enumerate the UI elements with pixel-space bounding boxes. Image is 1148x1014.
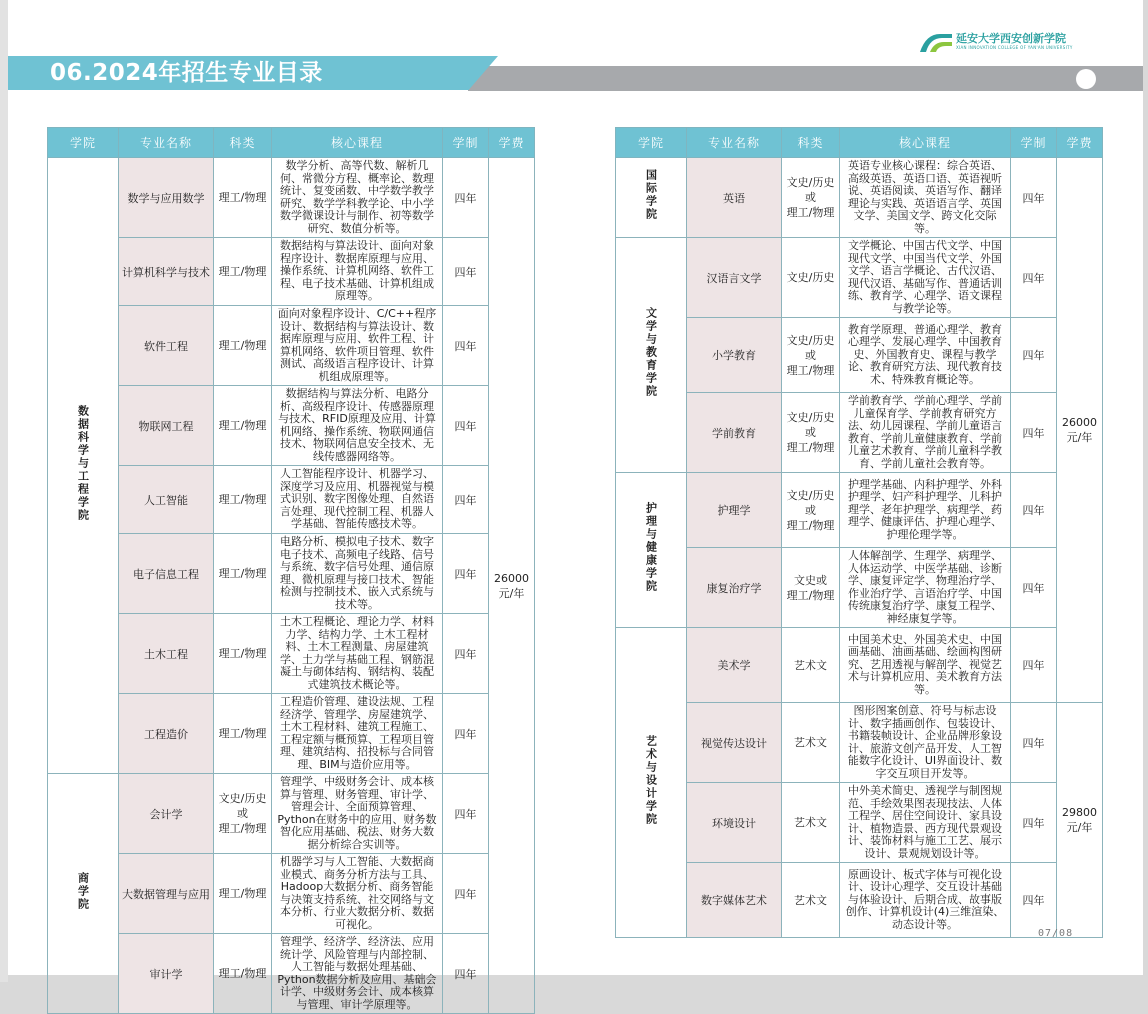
study-duration: 四年 — [1011, 548, 1057, 628]
core-courses: 机器学习与人工智能、大数据商业模式、商务分析方法与工具、Hadoop大数据分析、商务智能与决策支持系统、社交网络与文本分析、行业大数据分析、数据可视化。 — [272, 854, 443, 934]
major-name: 数学与应用数学 — [119, 158, 214, 238]
major-name: 土木工程 — [119, 614, 214, 694]
major-name: 大数据管理与应用 — [119, 854, 214, 934]
core-courses: 数据结构与算法设计、面向对象程序设计、数据库原理与应用、操作系统、计算机网络、软件工程、电子技术基础、计算机组成原理等。 — [272, 238, 443, 306]
table-row — [48, 614, 535, 694]
subject-type: 文史/历史或 理工/物理 — [782, 473, 840, 548]
column-header: 学院 — [48, 128, 119, 158]
college-cell — [616, 473, 687, 628]
study-duration: 四年 — [1011, 783, 1057, 863]
column-header: 学制 — [1011, 128, 1057, 158]
subject-type: 理工/物理 — [214, 466, 272, 534]
school-logo — [920, 30, 1090, 54]
table-row — [616, 863, 1103, 938]
major-name: 小学教育 — [687, 318, 782, 393]
tuition-fee: 26000 元/年 — [1057, 158, 1103, 703]
core-courses: 中外美术简史、透视学与制图规范、手绘效果图表现技法、人体工程学、居住空间设计、家具设计、植物造景、西方现代景观设计、装饰材料与施工工艺、展示设计、景观规划设计等。 — [840, 783, 1011, 863]
core-courses: 管理学、经济学、经济法、应用统计学、风险管理与内部控制、人工智能与数据处理基础、Python数据分析及应用、基础会计学、中级财务会计、成本核算与管理、审计学原理等。 — [272, 934, 443, 1014]
subject-type: 理工/物理 — [214, 854, 272, 934]
table-row — [616, 783, 1103, 863]
core-courses: 面向对象程序设计、C/C++程序设计、数据结构与算法设计、数据库原理与应用、软件工程、计算机网络、软件项目管理、软件测试、高级语言程序设计、计算机组成原理等。 — [272, 306, 443, 386]
catalog-page — [8, 0, 1143, 1011]
table-row — [616, 473, 1103, 548]
core-courses: 文学概论、中国古代文学、中国现代文学、中国当代文学、外国文学、语言学概论、古代汉语、现代汉语、基础写作、普通话训练、教育学、心理学、语文课程与教学论等。 — [840, 238, 1011, 318]
subject-type: 艺术文 — [782, 628, 840, 703]
core-courses: 电路分析、模拟电子技术、数字电子技术、高频电子线路、信号与系统、数字信号处理、通信原理、微机原理与接口技术、智能检测与控制技术、嵌入式系统与技术等。 — [272, 534, 443, 614]
study-duration: 四年 — [1011, 628, 1057, 703]
right-catalog-table — [615, 127, 1103, 938]
header-dot — [1076, 69, 1096, 89]
subject-type: 艺术文 — [782, 703, 840, 783]
study-duration: 四年 — [443, 158, 489, 238]
subject-type: 理工/物理 — [214, 614, 272, 694]
tuition-fee: 26000 元/年 — [489, 158, 535, 1014]
header-band — [468, 66, 1143, 91]
major-name: 软件工程 — [119, 306, 214, 386]
logo-subtext: XIAN INNOVATION COLLEGE OF YAN'AN UNIVERSITY — [956, 45, 1073, 50]
core-courses: 人工智能程序设计、机器学习、深度学习及应用、机器视觉与模式识别、数字图像处理、自然语言处理、现代控制工程、机器人学基础、智能传感技术等。 — [272, 466, 443, 534]
college-cell — [48, 158, 119, 774]
core-courses: 人体解剖学、生理学、病理学、人体运动学、中医学基础、诊断学、康复评定学、物理治疗学、作业治疗学、言语治疗学、中国传统康复治疗学、康复工程学、神经康复学等。 — [840, 548, 1011, 628]
table-row — [48, 854, 535, 934]
table-row — [48, 934, 535, 1014]
subject-type: 理工/物理 — [214, 306, 272, 386]
column-header: 学院 — [616, 128, 687, 158]
major-name: 环境设计 — [687, 783, 782, 863]
subject-type: 文史/历史或 理工/物理 — [214, 774, 272, 854]
study-duration: 四年 — [1011, 318, 1057, 393]
study-duration: 四年 — [443, 386, 489, 466]
table-row — [48, 386, 535, 466]
core-courses: 护理学基础、内科护理学、外科护理学、妇产科护理学、儿科护理学、老年护理学、病理学、药理学、健康评估、护理心理学、护理伦理学等。 — [840, 473, 1011, 548]
core-courses: 图形图案创意、符号与标志设计、数字插画创作、包装设计、书籍装帧设计、企业品牌形象设计、旅游文创产品开发、人工智能数字化设计、UI界面设计、数字交互项目开发等。 — [840, 703, 1011, 783]
study-duration: 四年 — [1011, 158, 1057, 238]
subject-type: 文史/历史或 理工/物理 — [782, 318, 840, 393]
table-row — [48, 306, 535, 386]
study-duration: 四年 — [443, 854, 489, 934]
column-header: 学费 — [489, 128, 535, 158]
major-name: 英语 — [687, 158, 782, 238]
table-row — [616, 393, 1103, 473]
study-duration: 四年 — [443, 774, 489, 854]
table-row — [616, 703, 1103, 783]
column-header: 专业名称 — [119, 128, 214, 158]
column-header: 核心课程 — [840, 128, 1011, 158]
study-duration: 四年 — [443, 614, 489, 694]
study-duration: 四年 — [1011, 473, 1057, 548]
major-name: 学前教育 — [687, 393, 782, 473]
page-title: 06.2024年招生专业目录 — [50, 60, 323, 86]
core-courses: 英语专业核心课程：综合英语、高级英语、英语口语、英语视听说、英语阅读、英语写作、翻译理论与实践、英语语言学、英国文学、美国文学、跨文化交际等。 — [840, 158, 1011, 238]
column-header: 核心课程 — [272, 128, 443, 158]
table-row — [48, 534, 535, 614]
table-row — [48, 774, 535, 854]
table-header-row — [616, 128, 1103, 158]
study-duration: 四年 — [443, 466, 489, 534]
study-duration: 四年 — [443, 934, 489, 1014]
study-duration: 四年 — [443, 534, 489, 614]
column-header: 专业名称 — [687, 128, 782, 158]
major-name: 人工智能 — [119, 466, 214, 534]
major-name: 数字媒体艺术 — [687, 863, 782, 938]
study-duration: 四年 — [443, 238, 489, 306]
core-courses: 管理学、中级财务会计、成本核算与管理、财务管理、审计学、管理会计、全面预算管理、Python在财务中的应用、财务数智化应用基础、税法、财务大数据分析综合实训等。 — [272, 774, 443, 854]
column-header: 科类 — [214, 128, 272, 158]
college-cell — [616, 238, 687, 473]
core-courses: 教育学原理、普通心理学、教育心理学、发展心理学、中国教育史、外国教育史、课程与教学论、教育研究方法、现代教育技术、特殊教育概论等。 — [840, 318, 1011, 393]
subject-type: 理工/物理 — [214, 694, 272, 774]
table-header-row — [48, 128, 535, 158]
page-edge — [0, 0, 8, 982]
major-name: 视觉传达设计 — [687, 703, 782, 783]
study-duration: 四年 — [443, 694, 489, 774]
subject-type: 理工/物理 — [214, 238, 272, 306]
major-name: 康复治疗学 — [687, 548, 782, 628]
core-courses: 中国美术史、外国美术史、中国画基础、油画基础、绘画构图研究、艺用透视与解剖学、视觉艺术与计算机应用、美术教育方法等。 — [840, 628, 1011, 703]
column-header: 学制 — [443, 128, 489, 158]
table-row — [616, 628, 1103, 703]
college-name: 商学院 — [76, 871, 90, 911]
major-name: 物联网工程 — [119, 386, 214, 466]
core-courses: 原画设计、板式字体与可视化设计、设计心理学、交互设计基础与体验设计、后期合成、故事版创作、计算机设计(4)三维渲染、动态设计等。 — [840, 863, 1011, 938]
subject-type: 理工/物理 — [214, 386, 272, 466]
major-name: 工程造价 — [119, 694, 214, 774]
subject-type: 文史/历史或 理工/物理 — [782, 158, 840, 238]
college-name: 数据科学与工程学院 — [76, 404, 90, 522]
table-row — [48, 466, 535, 534]
college-cell — [616, 628, 687, 938]
study-duration: 四年 — [1011, 393, 1057, 473]
subject-type: 理工/物理 — [214, 158, 272, 238]
subject-type: 文史/历史 — [782, 238, 840, 318]
core-courses: 数学分析、高等代数、解析几何、常微分方程、概率论、数理统计、复变函数、中学数学教学研究、数学学科教学论、中小学数学微课设计与制作、初等数学研究、数值分析等。 — [272, 158, 443, 238]
major-name: 会计学 — [119, 774, 214, 854]
major-name: 电子信息工程 — [119, 534, 214, 614]
major-name: 审计学 — [119, 934, 214, 1014]
study-duration: 四年 — [1011, 238, 1057, 318]
table-row — [616, 238, 1103, 318]
logo-text: 延安大学西安创新学院 — [956, 32, 1066, 45]
core-courses: 工程造价管理、建设法规、工程经济学、管理学、房屋建筑学、土木工程材料、建筑工程施工、工程定额与概预算、工程项目管理、建筑结构、招投标与合同管理、BIM与造价应用等。 — [272, 694, 443, 774]
table-row — [48, 158, 535, 238]
table-row — [616, 318, 1103, 393]
core-courses: 土木工程概论、理论力学、材料力学、结构力学、土木工程材料、土木工程测量、房屋建筑学、土力学与基础工程、钢筋混凝土与砌体结构、钢结构、装配式建筑技术概论等。 — [272, 614, 443, 694]
college-cell — [616, 158, 687, 238]
major-name: 护理学 — [687, 473, 782, 548]
left-catalog-table — [47, 127, 535, 1014]
subject-type: 文史/历史或 理工/物理 — [782, 393, 840, 473]
college-name: 国际学院 — [644, 169, 658, 221]
study-duration: 四年 — [1011, 863, 1057, 938]
college-name: 护理与健康学院 — [644, 502, 658, 593]
table-row — [616, 158, 1103, 238]
core-courses: 数据结构与算法分析、电路分析、高级程序设计、传感器原理与技术、RFID原理及应用、计算机网络、操作系统、物联网通信技术、物联网信息安全技术、无线传感器网络等。 — [272, 386, 443, 466]
column-header: 科类 — [782, 128, 840, 158]
subject-type: 理工/物理 — [214, 534, 272, 614]
core-courses: 学前教育学、学前心理学、学前儿童保育学、学前教育研究方法、幼儿园课程、学前儿童语言教育、学前儿童健康教育、学前儿童艺术教育、学前儿童科学教育、学前儿童社会教育等。 — [840, 393, 1011, 473]
logo-mark-icon — [920, 32, 952, 52]
subject-type: 理工/物理 — [214, 934, 272, 1014]
college-name: 艺术与设计学院 — [644, 734, 658, 826]
study-duration: 四年 — [443, 306, 489, 386]
major-name: 美术学 — [687, 628, 782, 703]
subject-type: 艺术文 — [782, 783, 840, 863]
page-number: 07/08 — [1038, 928, 1074, 939]
table-row — [48, 238, 535, 306]
study-duration: 四年 — [1011, 703, 1057, 783]
tuition-fee: 29800 元/年 — [1057, 703, 1103, 938]
college-name: 文学与教育学院 — [644, 307, 658, 398]
table-row — [48, 694, 535, 774]
major-name: 汉语言文学 — [687, 238, 782, 318]
table-row — [616, 548, 1103, 628]
college-cell — [48, 774, 119, 1014]
column-header: 学费 — [1057, 128, 1103, 158]
major-name: 计算机科学与技术 — [119, 238, 214, 306]
subject-type: 艺术文 — [782, 863, 840, 938]
subject-type: 文史或 理工/物理 — [782, 548, 840, 628]
